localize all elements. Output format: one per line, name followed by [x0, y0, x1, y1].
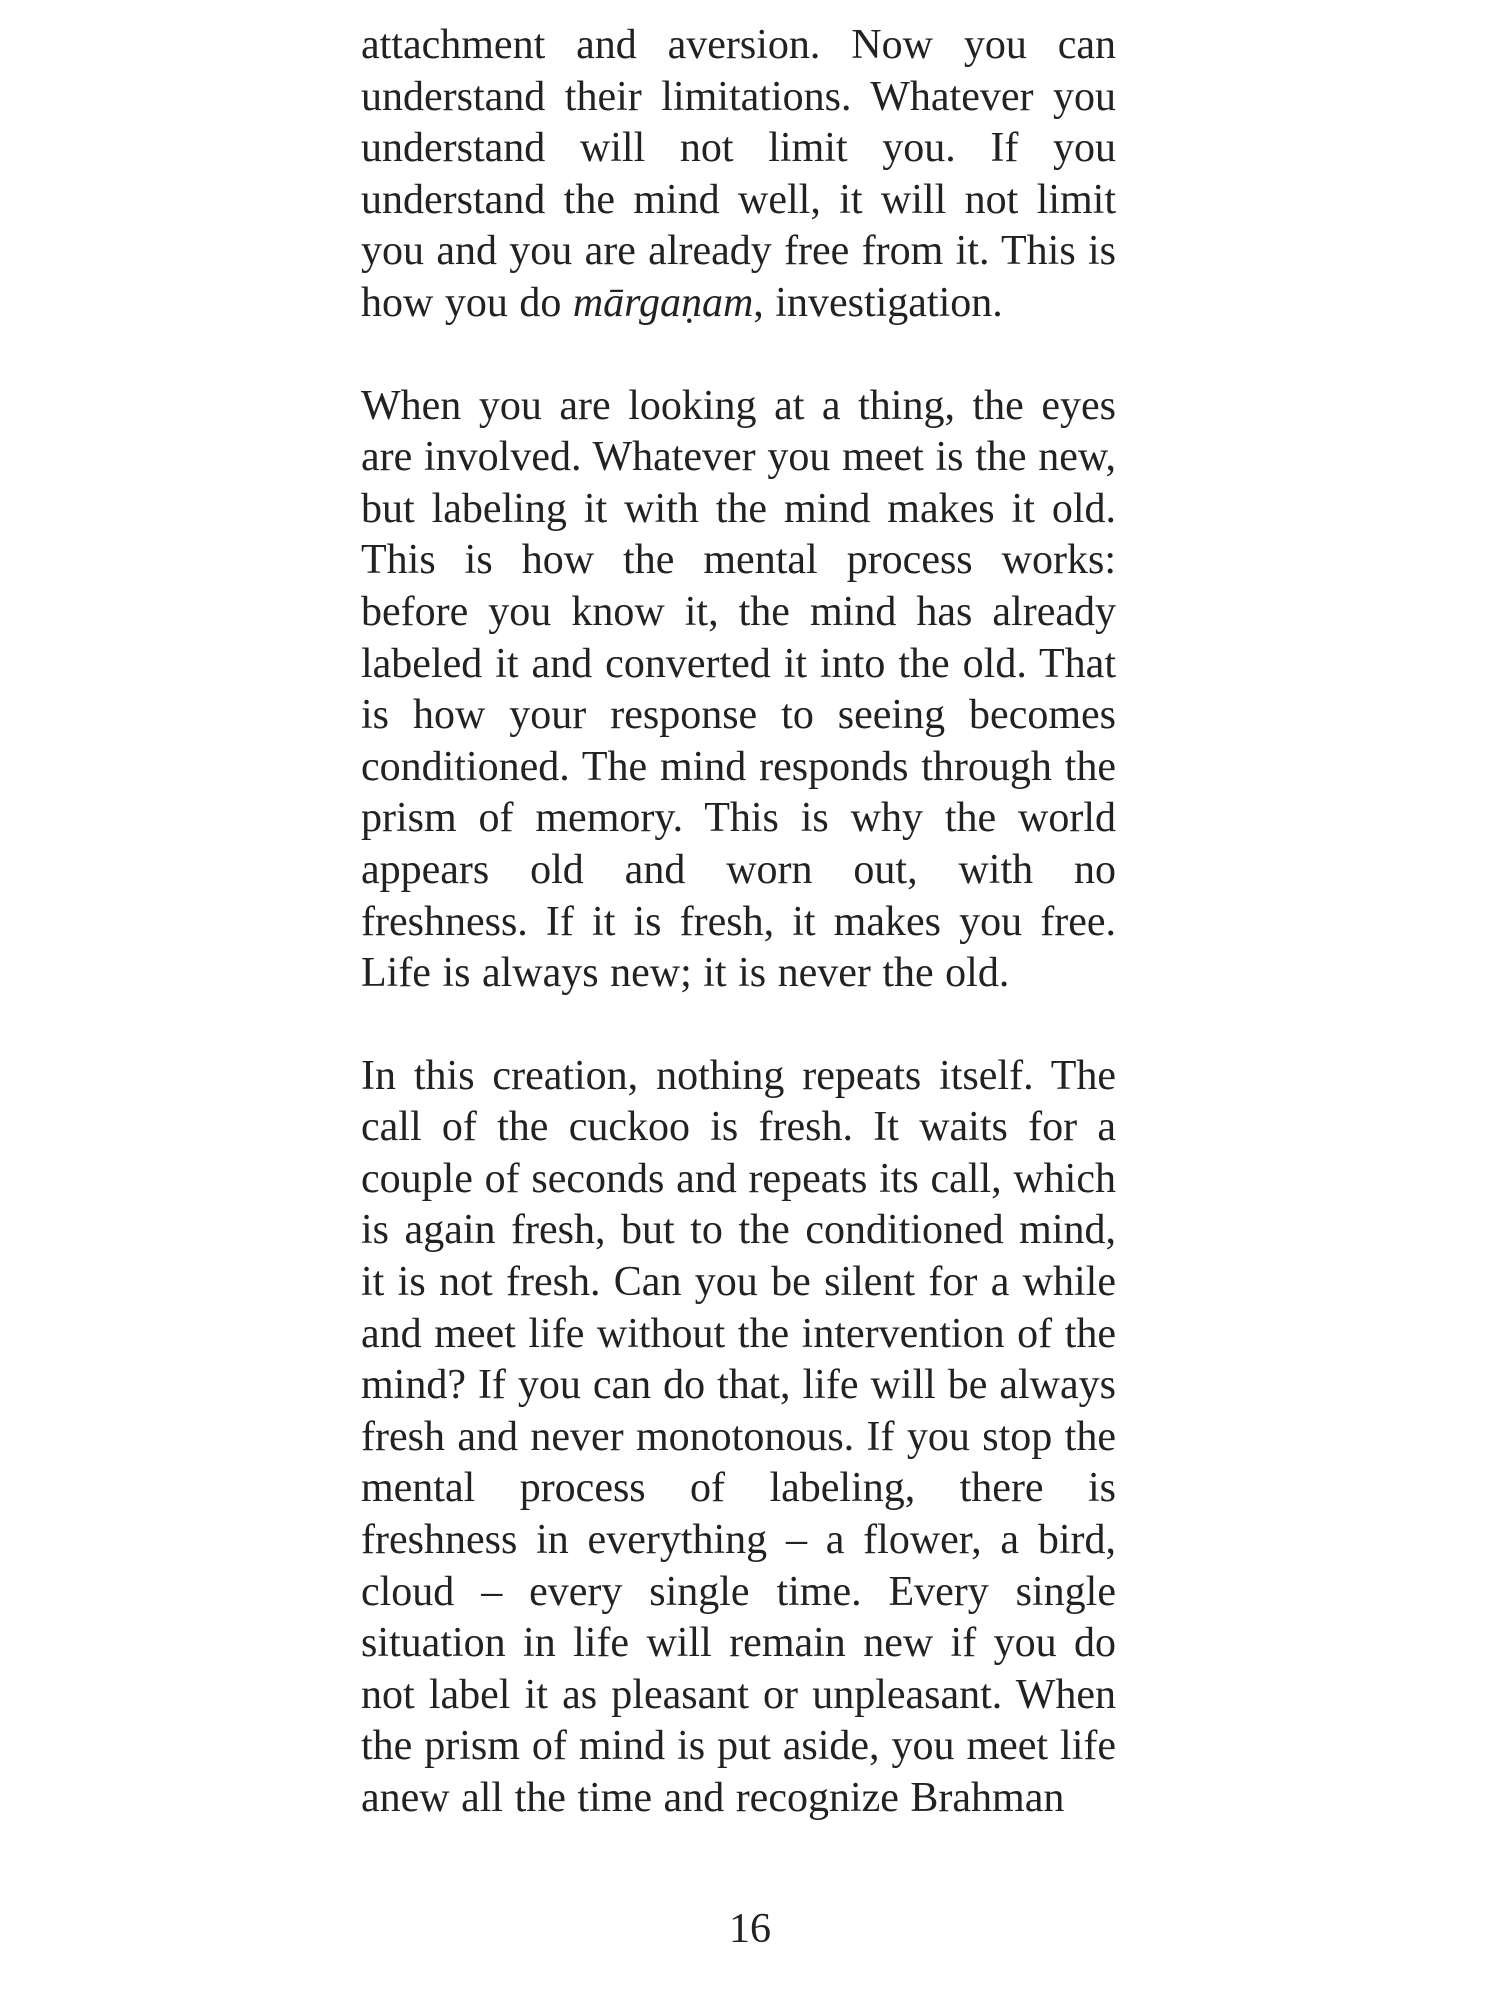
paragraph-2: When you are looking at a thing, the eyes are involved. Whatever you meet is the new, but labeling it with the mind makes it old. This is how the mental process works: before you know it, the mind has already labeled it and converted it into the old. That is how your response to seeing becomes conditioned. The mind responds through the prism of memory. This is why the world appears old and worn out, with no freshness. If it is fresh, it makes you free. Life is always new; it is never the old. [361, 382, 1116, 997]
paragraph-3: In this creation, nothing repeats itself. The call of the cuckoo is fresh. It waits for a couple of seconds and repeats its call, which is again fresh, but to the conditioned mind, it is not fresh. Can you be silent for a while and meet life without the intervention of the mind? If you can do that, life will be always fresh and never monotonous. If you stop the mental process of labeling, there is freshness in everything – a flower, a bird, cloud – every single time. Every single situation in life will remain new if you do not label it as pleasant or unpleasant. When the prism of mind is put aside, you meet life anew all the time and recognize Brahman [361, 1052, 1116, 1821]
page-number: 16 [729, 1906, 771, 1952]
paragraph-1-tail: , investigation. [753, 279, 1003, 326]
paragraph-1-text: attachment and aversion. Now you can understand their limitations. Whatever you understand will not limit you. If you understand the mind well, it will not limit you and you are already free from it. This is how you do [361, 22, 1116, 326]
body-text [361, 20, 1116, 1825]
paragraph-1 [361, 20, 1116, 330]
sanskrit-term-margánam: mārgaṇam [572, 279, 754, 326]
